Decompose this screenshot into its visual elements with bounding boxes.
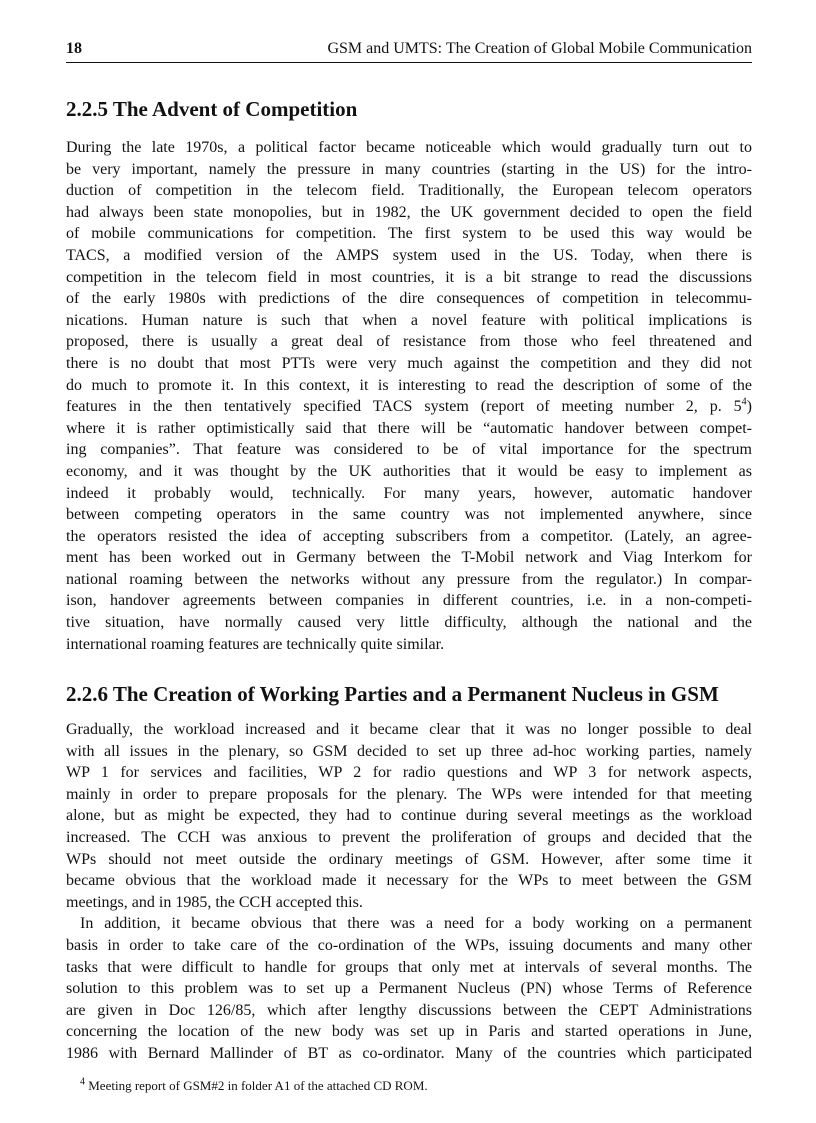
line-text: the operators resisted the idea of accepting subscribers from a competitor. (Lately, an agree- — [66, 527, 752, 545]
line-text: ing companies”. That feature was considered to be of vital importance for the spectrum — [66, 441, 752, 459]
line-text: of mobile communications for competition. The first system to be used this way would be — [66, 225, 752, 243]
text-line — [66, 935, 752, 957]
line-text: features in the then tentatively specified TACS system (report of meeting number 2, p. 5 — [66, 398, 742, 416]
paragraph-advent-of-competition — [66, 137, 752, 655]
text-line — [66, 784, 752, 806]
line-text: with all issues in the plenary, so GSM decided to set up three ad-hoc working parties, namely — [66, 742, 752, 760]
line-text: proposed, there is usually a great deal of resistance from those who feel threatened and — [66, 333, 752, 351]
text-line — [66, 569, 752, 591]
text-line — [66, 288, 752, 310]
text-line — [66, 612, 752, 634]
line-text: indeed it probably would, technically. For many years, however, automatic handover — [66, 484, 752, 502]
text-line — [66, 892, 752, 914]
page-number: 18 — [66, 40, 82, 57]
text-line — [66, 547, 752, 569]
text-line — [66, 870, 752, 892]
line-text: competition in the telecom field in most countries, it is a bit strange to read the discussions — [66, 268, 752, 286]
line-text: economy, and it was thought by the UK authorities that it would be easy to implement as — [66, 462, 752, 480]
text-line — [66, 590, 752, 612]
line-text: TACS, a modified version of the AMPS system used in the US. Today, when there is — [66, 246, 752, 264]
line-text: tasks that were difficult to handle for groups that only met at intervals of several months. The — [66, 958, 752, 976]
text-line — [66, 849, 752, 871]
text-line — [66, 159, 752, 181]
line-text-tail: ) — [746, 398, 752, 416]
line-text: be very important, namely the pressure in many countries (starting in the US) for the intro- — [66, 160, 752, 178]
running-header — [66, 40, 752, 58]
text-line — [66, 957, 752, 979]
text-line — [66, 805, 752, 827]
text-line — [66, 331, 752, 353]
section-heading-2-2-6: 2.2.6 The Creation of Working Parties and a Permanent Nucleus in GSM — [66, 682, 719, 706]
line-text: duction of competition in the telecom field. Traditionally, the European telecom operators — [66, 182, 752, 200]
line-text: of the early 1980s with predictions of the dire consequences of competition in telecommu- — [66, 290, 752, 308]
line-text: increased. The CCH was anxious to prevent the proliferation of groups and decided that the — [66, 828, 752, 846]
line-text: meetings, and in 1985, the CCH accepted this. — [66, 893, 363, 911]
line-text: Gradually, the workload increased and it became clear that it was no longer possible to deal — [66, 721, 752, 738]
text-line — [66, 1043, 752, 1065]
footnote-number: 4 — [80, 1076, 85, 1088]
line-text: ison, handover agreements between companies in different countries, i.e. in a non-competi- — [66, 592, 752, 610]
text-line — [66, 353, 752, 375]
text-line — [66, 719, 752, 741]
text-line — [66, 483, 752, 505]
text-line — [66, 267, 752, 289]
line-text: solution to this problem was to set up a Permanent Nucleus (PN) whose Terms of Reference — [66, 980, 752, 998]
line-text: mainly in order to prepare proposals for the plenary. The WPs were intended for that meeting — [66, 785, 752, 803]
footnote-text: Meeting report of GSM#2 in folder A1 of the attached CD ROM. — [88, 1078, 428, 1093]
line-text: concerning the location of the new body was set up in Paris and started operations in June, — [66, 1023, 752, 1041]
line-text: alone, but as might be expected, they had to continue during several meetings as the workload — [66, 807, 752, 825]
line-text: do much to promote it. In this context, it is interesting to read the description of some of the — [66, 376, 752, 394]
line-text: basis in order to take care of the co-ordination of the WPs, issuing documents and many other — [66, 936, 752, 954]
text-line — [66, 245, 752, 267]
line-text: where it is rather optimistically said that there will be “automatic handover between compet- — [66, 419, 752, 437]
text-line — [66, 1021, 752, 1043]
text-line — [66, 913, 752, 935]
line-text: between competing operators in the same country was not implemented anywhere, since — [66, 506, 752, 524]
line-text: 1986 with Bernard Mallinder of BT as co-ordinator. Many of the countries which participated — [66, 1044, 752, 1062]
line-text: national roaming between the networks without any pressure from the regulator.) In compar- — [66, 570, 752, 588]
text-line — [66, 439, 752, 461]
footnote — [80, 1078, 428, 1094]
text-line — [66, 762, 752, 784]
text-line — [66, 526, 752, 548]
line-text: During the late 1970s, a political factor became noticeable which would gradually turn out to — [66, 139, 752, 156]
line-text: nications. Human nature is such that when a novel feature with political implications is — [66, 311, 752, 329]
text-line — [66, 461, 752, 483]
text-line — [66, 310, 752, 332]
text-line — [66, 202, 752, 224]
paragraph-working-parties — [66, 719, 752, 1065]
header-rule — [66, 62, 752, 63]
line-text: are given in Doc 126/85, which after lengthy discussions between the CEPT Administrations — [66, 1001, 752, 1019]
section-heading-2-2-5: 2.2.5 The Advent of Competition — [66, 97, 358, 121]
line-text: tive situation, have normally caused very little difficulty, although the national and the — [66, 614, 752, 632]
line-text: ment has been worked out in Germany between the T-Mobil network and Viag Interkom for — [66, 549, 752, 567]
text-line — [66, 827, 752, 849]
text-line — [66, 418, 752, 440]
line-text: In addition, it became obvious that there was a need for a body working on a permanent — [80, 915, 752, 933]
line-text: became obvious that the workload made it necessary for the WPs to meet between the GSM — [66, 872, 752, 890]
text-line — [66, 504, 752, 526]
line-text: WP 1 for services and facilities, WP 2 for radio questions and WP 3 for network aspects, — [66, 764, 752, 782]
line-text: WPs should not meet outside the ordinary meetings of GSM. However, after some time it — [66, 850, 752, 868]
text-line — [66, 375, 752, 397]
line-text: had always been state monopolies, but in 1982, the UK government decided to open the field — [66, 203, 752, 221]
footnote-reference[interactable]: 4 — [741, 396, 747, 408]
text-line — [66, 137, 752, 159]
running-title: GSM and UMTS: The Creation of Global Mobile Communication — [327, 40, 752, 57]
line-text: there is no doubt that most PTTs were very much against the competition and they did not — [66, 354, 752, 372]
text-line — [66, 978, 752, 1000]
text-line — [66, 1000, 752, 1022]
line-text: international roaming features are technically quite similar. — [66, 635, 445, 653]
text-line — [66, 634, 752, 656]
text-line — [66, 180, 752, 202]
text-line — [66, 396, 752, 418]
text-line — [66, 741, 752, 763]
text-line — [66, 223, 752, 245]
